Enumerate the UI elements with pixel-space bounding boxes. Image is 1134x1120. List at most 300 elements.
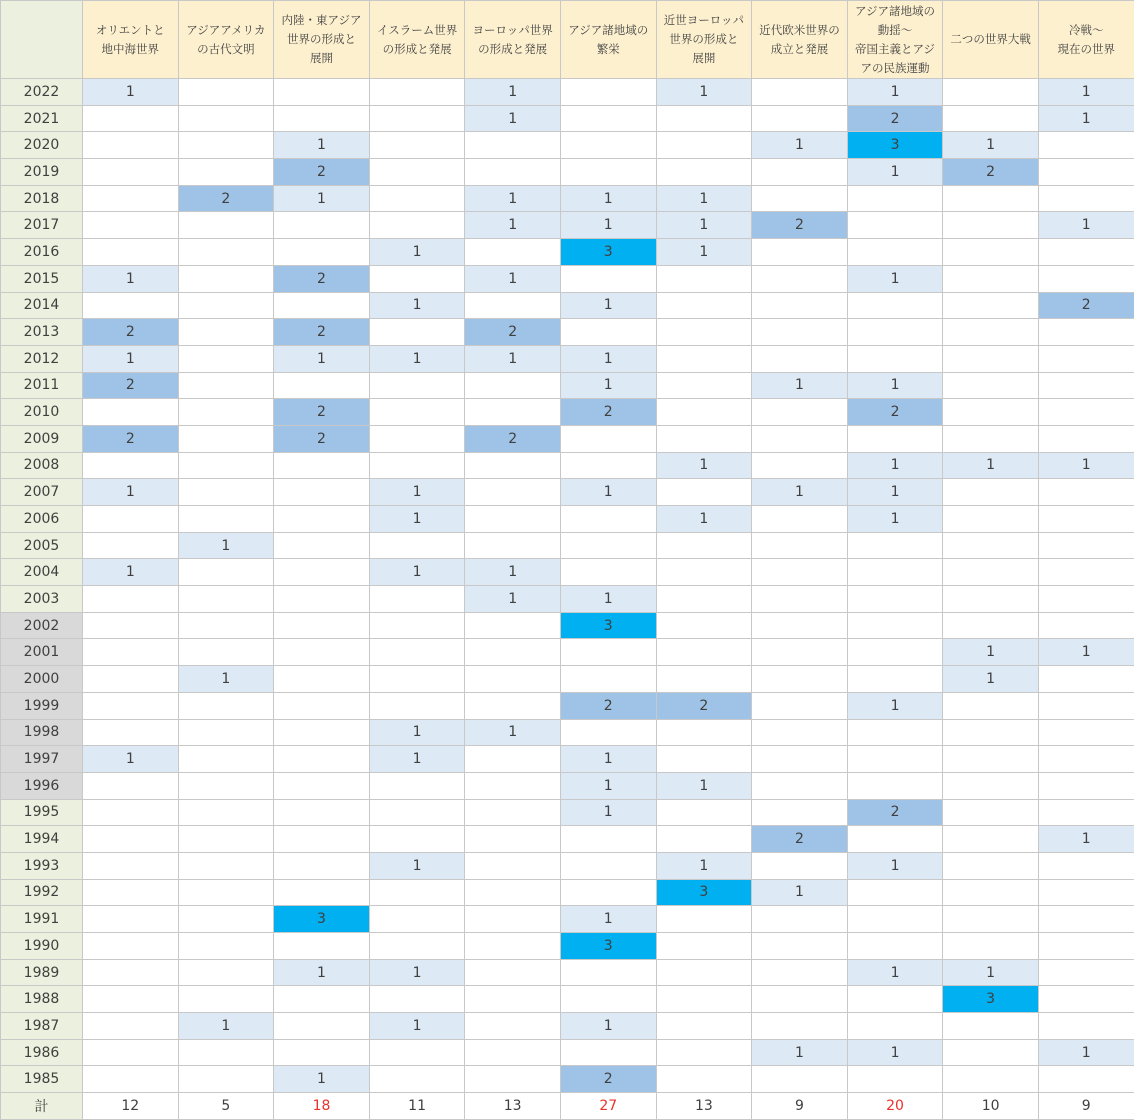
count-cell — [560, 506, 656, 533]
year-cell: 1988 — [1, 986, 83, 1013]
count-cell — [847, 425, 943, 452]
count-cell — [83, 639, 179, 666]
count-cell — [274, 479, 370, 506]
count-cell — [465, 159, 561, 186]
count-cell — [752, 292, 848, 319]
count-cell — [178, 986, 274, 1013]
total-cell: 13 — [656, 1093, 752, 1120]
count-cell — [178, 879, 274, 906]
count-cell — [83, 185, 179, 212]
count-cell — [274, 852, 370, 879]
column-header-line: 展開 — [274, 49, 369, 68]
count-cell — [83, 159, 179, 186]
count-cell — [1038, 612, 1134, 639]
count-cell — [274, 506, 370, 533]
count-cell: 1 — [369, 239, 465, 266]
count-cell — [465, 906, 561, 933]
count-cell: 1 — [847, 692, 943, 719]
count-cell: 1 — [369, 345, 465, 372]
count-cell — [369, 105, 465, 132]
count-cell — [178, 452, 274, 479]
total-cell: 13 — [465, 1093, 561, 1120]
count-cell — [369, 586, 465, 613]
count-cell: 1 — [465, 212, 561, 239]
count-cell: 2 — [465, 425, 561, 452]
column-header-line: イスラーム世界 — [370, 21, 465, 40]
count-cell: 1 — [560, 1013, 656, 1040]
count-cell — [656, 265, 752, 292]
count-cell: 1 — [943, 639, 1039, 666]
count-cell — [1038, 906, 1134, 933]
count-cell — [752, 612, 848, 639]
count-cell — [752, 719, 848, 746]
count-cell — [465, 292, 561, 319]
count-cell — [83, 1066, 179, 1093]
count-cell — [656, 1039, 752, 1066]
count-cell — [178, 212, 274, 239]
count-cell: 1 — [656, 79, 752, 106]
count-cell — [1038, 399, 1134, 426]
count-cell — [560, 959, 656, 986]
count-cell — [752, 586, 848, 613]
count-cell — [369, 79, 465, 106]
count-cell: 1 — [1038, 79, 1134, 106]
count-cell: 2 — [943, 159, 1039, 186]
count-cell — [178, 425, 274, 452]
count-cell: 1 — [752, 479, 848, 506]
count-cell — [943, 212, 1039, 239]
count-cell — [656, 372, 752, 399]
total-cell: 5 — [178, 1093, 274, 1120]
year-cell: 1998 — [1, 719, 83, 746]
count-cell: 1 — [1038, 639, 1134, 666]
count-cell: 2 — [752, 826, 848, 853]
table-row — [1, 1013, 1134, 1040]
count-cell: 1 — [847, 79, 943, 106]
count-cell: 2 — [274, 399, 370, 426]
count-cell — [1038, 933, 1134, 960]
total-cell: 9 — [1038, 1093, 1134, 1120]
count-cell — [83, 959, 179, 986]
table-row — [1, 586, 1134, 613]
column-header-line: 近代欧米世界の — [752, 21, 847, 40]
table-row — [1, 559, 1134, 586]
count-cell — [465, 986, 561, 1013]
count-cell: 3 — [656, 879, 752, 906]
count-cell: 2 — [178, 185, 274, 212]
count-cell: 3 — [560, 612, 656, 639]
year-cell: 1985 — [1, 1066, 83, 1093]
count-cell — [752, 559, 848, 586]
count-cell: 1 — [943, 132, 1039, 159]
count-cell — [465, 132, 561, 159]
count-cell — [656, 612, 752, 639]
count-cell — [83, 692, 179, 719]
column-header-line: の形成と発展 — [370, 40, 465, 59]
year-cell: 2019 — [1, 159, 83, 186]
count-cell — [847, 986, 943, 1013]
count-cell — [369, 372, 465, 399]
count-cell: 1 — [83, 345, 179, 372]
count-cell — [369, 185, 465, 212]
count-cell: 1 — [465, 105, 561, 132]
count-cell — [178, 586, 274, 613]
count-cell: 2 — [847, 799, 943, 826]
count-cell — [1038, 692, 1134, 719]
count-cell — [752, 666, 848, 693]
count-cell — [83, 772, 179, 799]
count-cell — [83, 852, 179, 879]
count-cell — [560, 265, 656, 292]
count-cell — [943, 852, 1039, 879]
count-cell — [1038, 425, 1134, 452]
count-cell — [943, 185, 1039, 212]
year-cell: 1996 — [1, 772, 83, 799]
count-cell — [369, 826, 465, 853]
count-cell — [943, 719, 1039, 746]
count-cell — [178, 345, 274, 372]
count-cell — [178, 1066, 274, 1093]
count-cell: 1 — [656, 185, 752, 212]
count-cell: 1 — [465, 79, 561, 106]
count-cell: 1 — [560, 586, 656, 613]
count-cell — [369, 639, 465, 666]
count-cell — [83, 1013, 179, 1040]
table-row — [1, 399, 1134, 426]
count-cell — [83, 1039, 179, 1066]
count-cell — [369, 159, 465, 186]
count-cell: 2 — [560, 1066, 656, 1093]
count-cell — [943, 292, 1039, 319]
count-cell: 1 — [847, 372, 943, 399]
count-cell — [274, 212, 370, 239]
total-label: 計 — [1, 1093, 83, 1120]
table-row — [1, 265, 1134, 292]
count-cell: 2 — [274, 319, 370, 346]
count-cell — [847, 772, 943, 799]
count-cell — [178, 399, 274, 426]
count-cell — [465, 1039, 561, 1066]
count-cell — [560, 105, 656, 132]
count-cell — [178, 692, 274, 719]
count-cell — [847, 639, 943, 666]
count-cell: 1 — [369, 959, 465, 986]
count-cell — [178, 559, 274, 586]
count-cell — [274, 826, 370, 853]
count-cell — [560, 986, 656, 1013]
count-cell — [178, 612, 274, 639]
count-cell: 1 — [943, 959, 1039, 986]
year-cell: 2010 — [1, 399, 83, 426]
count-cell — [656, 532, 752, 559]
count-cell — [560, 532, 656, 559]
count-cell — [1038, 265, 1134, 292]
count-cell: 1 — [847, 159, 943, 186]
column-header-line: 繁栄 — [561, 40, 656, 59]
count-cell — [465, 933, 561, 960]
count-cell — [752, 452, 848, 479]
column-header — [656, 1, 752, 79]
count-cell — [847, 345, 943, 372]
count-cell: 1 — [369, 719, 465, 746]
count-cell — [83, 906, 179, 933]
count-cell — [178, 79, 274, 106]
count-cell — [83, 666, 179, 693]
count-cell — [465, 799, 561, 826]
count-cell — [752, 852, 848, 879]
count-cell: 2 — [274, 159, 370, 186]
column-header-line: 地中海世界 — [83, 40, 178, 59]
count-cell — [943, 345, 1039, 372]
count-cell: 2 — [560, 399, 656, 426]
count-cell — [560, 79, 656, 106]
count-cell — [1038, 772, 1134, 799]
count-cell — [178, 479, 274, 506]
count-cell — [465, 399, 561, 426]
count-cell: 1 — [943, 452, 1039, 479]
count-cell: 1 — [656, 452, 752, 479]
count-cell — [178, 105, 274, 132]
count-cell: 1 — [83, 79, 179, 106]
count-cell — [943, 532, 1039, 559]
table-row — [1, 986, 1134, 1013]
count-cell — [369, 879, 465, 906]
count-cell: 1 — [465, 586, 561, 613]
count-cell — [752, 692, 848, 719]
count-cell — [1038, 586, 1134, 613]
count-cell — [752, 185, 848, 212]
count-cell — [560, 826, 656, 853]
column-header — [83, 1, 179, 79]
count-cell — [1038, 319, 1134, 346]
count-cell — [560, 852, 656, 879]
count-cell: 3 — [560, 239, 656, 266]
count-cell — [943, 879, 1039, 906]
column-header-line: の形成と発展 — [465, 40, 560, 59]
count-cell — [1038, 719, 1134, 746]
count-cell — [752, 986, 848, 1013]
count-cell — [83, 933, 179, 960]
count-cell — [752, 906, 848, 933]
table-row — [1, 292, 1134, 319]
year-cell: 1987 — [1, 1013, 83, 1040]
count-cell — [656, 292, 752, 319]
count-cell — [847, 826, 943, 853]
count-cell — [943, 1066, 1039, 1093]
count-cell — [752, 959, 848, 986]
count-cell — [465, 506, 561, 533]
year-cell: 1990 — [1, 933, 83, 960]
count-cell — [560, 879, 656, 906]
count-cell — [178, 159, 274, 186]
column-header-line: 現在の世界 — [1039, 40, 1134, 59]
count-cell: 1 — [83, 479, 179, 506]
column-header-line: 二つの世界大戦 — [943, 30, 1038, 49]
count-cell — [752, 105, 848, 132]
count-cell — [752, 799, 848, 826]
count-cell: 1 — [1038, 1039, 1134, 1066]
column-header-line: アの民族運動 — [848, 59, 943, 78]
count-cell — [369, 933, 465, 960]
count-cell — [274, 1013, 370, 1040]
count-cell — [83, 399, 179, 426]
count-cell — [943, 79, 1039, 106]
count-cell — [1038, 852, 1134, 879]
table-row — [1, 879, 1134, 906]
count-cell — [178, 292, 274, 319]
table-row — [1, 719, 1134, 746]
count-cell — [274, 452, 370, 479]
count-cell — [752, 746, 848, 773]
count-cell — [1038, 1013, 1134, 1040]
count-cell — [1038, 185, 1134, 212]
table-row — [1, 852, 1134, 879]
table-row — [1, 692, 1134, 719]
count-cell — [560, 452, 656, 479]
count-cell — [83, 719, 179, 746]
count-cell — [274, 292, 370, 319]
count-cell — [847, 612, 943, 639]
count-cell: 1 — [656, 506, 752, 533]
count-cell — [369, 1039, 465, 1066]
count-cell — [465, 692, 561, 719]
table-row — [1, 239, 1134, 266]
count-cell — [369, 399, 465, 426]
count-cell — [274, 612, 370, 639]
year-cell: 2003 — [1, 586, 83, 613]
count-cell — [83, 132, 179, 159]
table-row — [1, 105, 1134, 132]
column-header-line: 展開 — [657, 49, 752, 68]
total-cell: 10 — [943, 1093, 1039, 1120]
count-cell — [83, 532, 179, 559]
count-cell — [847, 532, 943, 559]
year-cell: 1991 — [1, 906, 83, 933]
count-cell — [1038, 159, 1134, 186]
column-header-line: の古代文明 — [179, 40, 274, 59]
count-cell — [465, 372, 561, 399]
column-header-line: アジア諸地域の — [848, 2, 943, 21]
count-cell: 1 — [847, 452, 943, 479]
count-cell — [656, 559, 752, 586]
count-cell — [274, 986, 370, 1013]
count-cell — [369, 265, 465, 292]
count-cell — [178, 639, 274, 666]
count-cell: 1 — [943, 666, 1039, 693]
count-cell: 2 — [274, 265, 370, 292]
count-cell — [178, 372, 274, 399]
count-cell — [465, 639, 561, 666]
count-cell: 1 — [560, 292, 656, 319]
count-cell — [465, 479, 561, 506]
count-cell: 1 — [560, 906, 656, 933]
count-cell — [83, 799, 179, 826]
count-cell — [83, 292, 179, 319]
count-cell — [847, 879, 943, 906]
count-cell — [656, 746, 752, 773]
corner-cell — [1, 1, 83, 79]
count-cell — [560, 319, 656, 346]
count-cell: 1 — [560, 772, 656, 799]
count-cell: 2 — [847, 399, 943, 426]
count-cell: 2 — [1038, 292, 1134, 319]
count-cell — [943, 826, 1039, 853]
count-cell — [560, 1039, 656, 1066]
count-cell — [656, 666, 752, 693]
count-cell — [943, 1013, 1039, 1040]
year-cell: 2011 — [1, 372, 83, 399]
count-cell — [83, 239, 179, 266]
count-cell — [752, 239, 848, 266]
count-cell — [178, 265, 274, 292]
count-cell — [274, 532, 370, 559]
count-cell — [274, 879, 370, 906]
count-cell — [274, 666, 370, 693]
count-cell: 1 — [560, 212, 656, 239]
count-cell — [178, 826, 274, 853]
table-row — [1, 132, 1134, 159]
year-cell: 1999 — [1, 692, 83, 719]
count-cell — [1038, 479, 1134, 506]
year-cell: 2007 — [1, 479, 83, 506]
count-cell: 1 — [83, 559, 179, 586]
count-cell — [83, 879, 179, 906]
table-row — [1, 666, 1134, 693]
count-cell — [369, 666, 465, 693]
column-header-line: オリエントと — [83, 21, 178, 40]
count-cell — [369, 772, 465, 799]
column-header-line: アジアアメリカ — [179, 21, 274, 40]
count-cell: 1 — [752, 879, 848, 906]
count-cell — [274, 639, 370, 666]
count-cell — [465, 879, 561, 906]
count-cell — [178, 746, 274, 773]
count-cell — [83, 506, 179, 533]
count-cell: 1 — [847, 265, 943, 292]
year-cell: 2005 — [1, 532, 83, 559]
count-cell: 1 — [560, 372, 656, 399]
count-cell — [656, 799, 752, 826]
year-cell: 2001 — [1, 639, 83, 666]
count-cell — [369, 212, 465, 239]
count-cell: 1 — [274, 1066, 370, 1093]
count-cell — [465, 666, 561, 693]
count-cell — [847, 666, 943, 693]
count-cell: 1 — [656, 212, 752, 239]
year-cell: 2016 — [1, 239, 83, 266]
table-row — [1, 506, 1134, 533]
count-cell — [178, 959, 274, 986]
header-row — [1, 1, 1134, 79]
count-cell — [847, 933, 943, 960]
count-cell — [656, 906, 752, 933]
count-cell: 2 — [465, 319, 561, 346]
count-cell — [752, 265, 848, 292]
count-cell: 1 — [369, 559, 465, 586]
count-cell — [752, 506, 848, 533]
count-cell — [560, 719, 656, 746]
count-cell — [560, 159, 656, 186]
count-cell: 1 — [1038, 826, 1134, 853]
count-cell — [465, 612, 561, 639]
count-cell — [943, 772, 1039, 799]
count-cell — [1038, 559, 1134, 586]
year-cell: 2009 — [1, 425, 83, 452]
count-cell — [943, 265, 1039, 292]
total-cell: 11 — [369, 1093, 465, 1120]
count-cell — [847, 559, 943, 586]
count-cell — [656, 319, 752, 346]
